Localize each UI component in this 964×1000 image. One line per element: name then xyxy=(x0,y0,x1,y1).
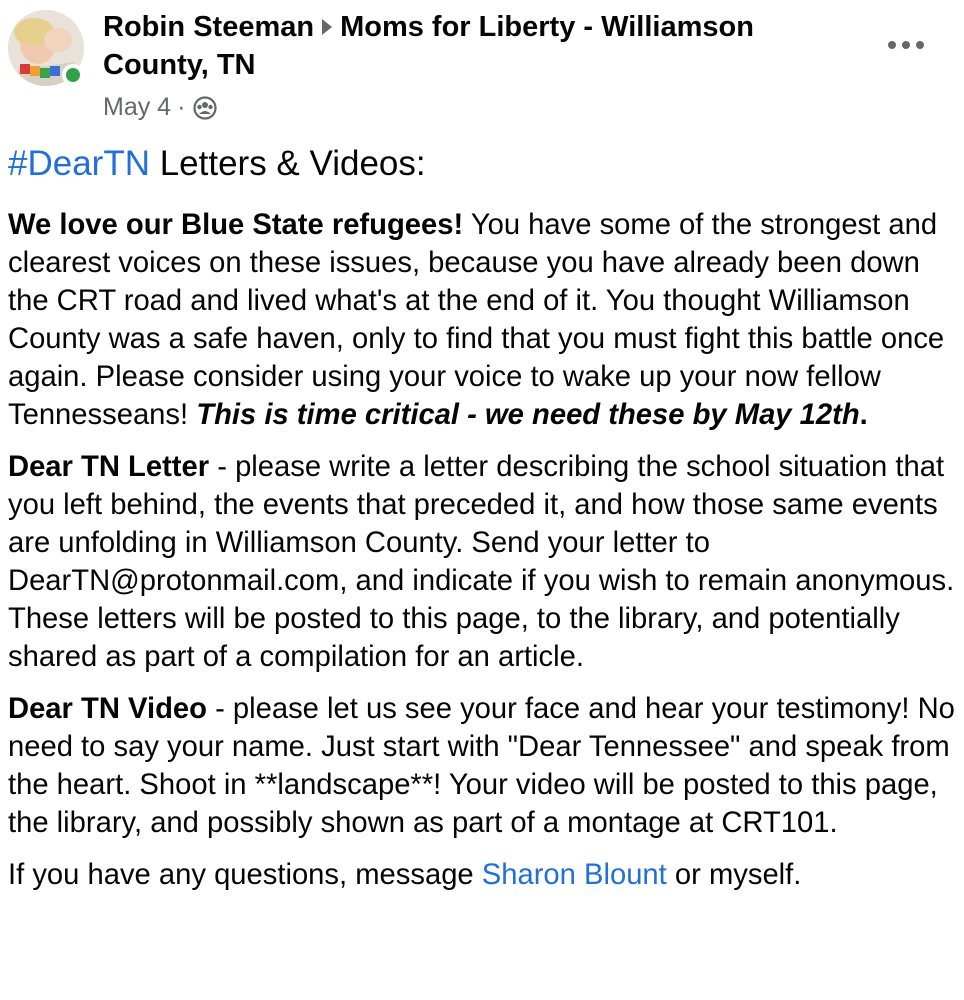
post-date-link[interactable]: May 4 xyxy=(103,93,172,121)
post-title xyxy=(103,8,823,84)
paragraph-refugees-lead: We love our Blue State refugees! xyxy=(8,209,464,241)
paragraph-letter xyxy=(8,448,958,676)
hashtag-link[interactable]: #DearTN xyxy=(8,144,150,183)
paragraph-letter-text: - please write a letter describing the school situation that you left behind, the events that preceded it, and how those same events are unfolding in Williamson County. Send your letter to DearTN@protonmail.com, and indicate if you wish to remain anonymous. These letters will be posted to this page, to the library, and potentially shared as part of a compilation for an article. xyxy=(8,451,955,673)
group-name-line1: Moms for Liberty - Williamson xyxy=(340,11,754,43)
online-status-indicator xyxy=(62,64,84,86)
deadline-period: . xyxy=(859,399,868,431)
paragraph-letter-lead: Dear TN Letter xyxy=(8,451,210,483)
more-dot xyxy=(902,41,910,49)
posted-in-arrow-icon xyxy=(322,19,332,35)
paragraph-refugees xyxy=(8,206,958,434)
paragraph-video-lead: Dear TN Video xyxy=(8,693,207,725)
post-headline xyxy=(8,140,958,188)
questions-text-start: If you have any questions, message xyxy=(8,859,482,891)
headline-text: Letters & Videos: xyxy=(149,144,426,183)
friends-globe-icon[interactable] xyxy=(193,95,217,119)
post-meta xyxy=(103,90,217,124)
paragraph-questions xyxy=(8,856,958,894)
post-body xyxy=(8,140,958,908)
group-name-line2: County, TN xyxy=(103,49,256,81)
paragraph-refugees-text: You have some of the strongest and clearest voices on these issues, because you have already been down the CRT road and lived what's at the end of it. You thought Williamson County was a safe haven, only to find that you must fight this battle once again. Please consider using your voice to wake up your now fellow Tennesseans! xyxy=(8,209,945,431)
paragraph-video-text: - please let us see your face and hear your testimony! No need to say your name. Just start with "Dear Tennessee" and speak from the heart. Shoot in **landscape**! Your video will be posted to this page, the library, and possibly shown as part of a montage at CRT101. xyxy=(8,693,955,839)
more-dot xyxy=(916,41,924,49)
author-name-link[interactable]: Robin Steeman xyxy=(103,11,315,43)
more-dot xyxy=(888,41,896,49)
more-options-icon[interactable] xyxy=(888,30,924,60)
questions-text-end: or myself. xyxy=(666,859,802,891)
paragraph-video xyxy=(8,690,958,842)
author-avatar[interactable] xyxy=(8,10,84,86)
deadline-emphasis: This is time critical - we need these by May 12th xyxy=(196,399,860,431)
mention-link[interactable]: Sharon Blount xyxy=(481,859,667,891)
post-header xyxy=(0,0,964,130)
meta-separator: · xyxy=(177,93,186,121)
